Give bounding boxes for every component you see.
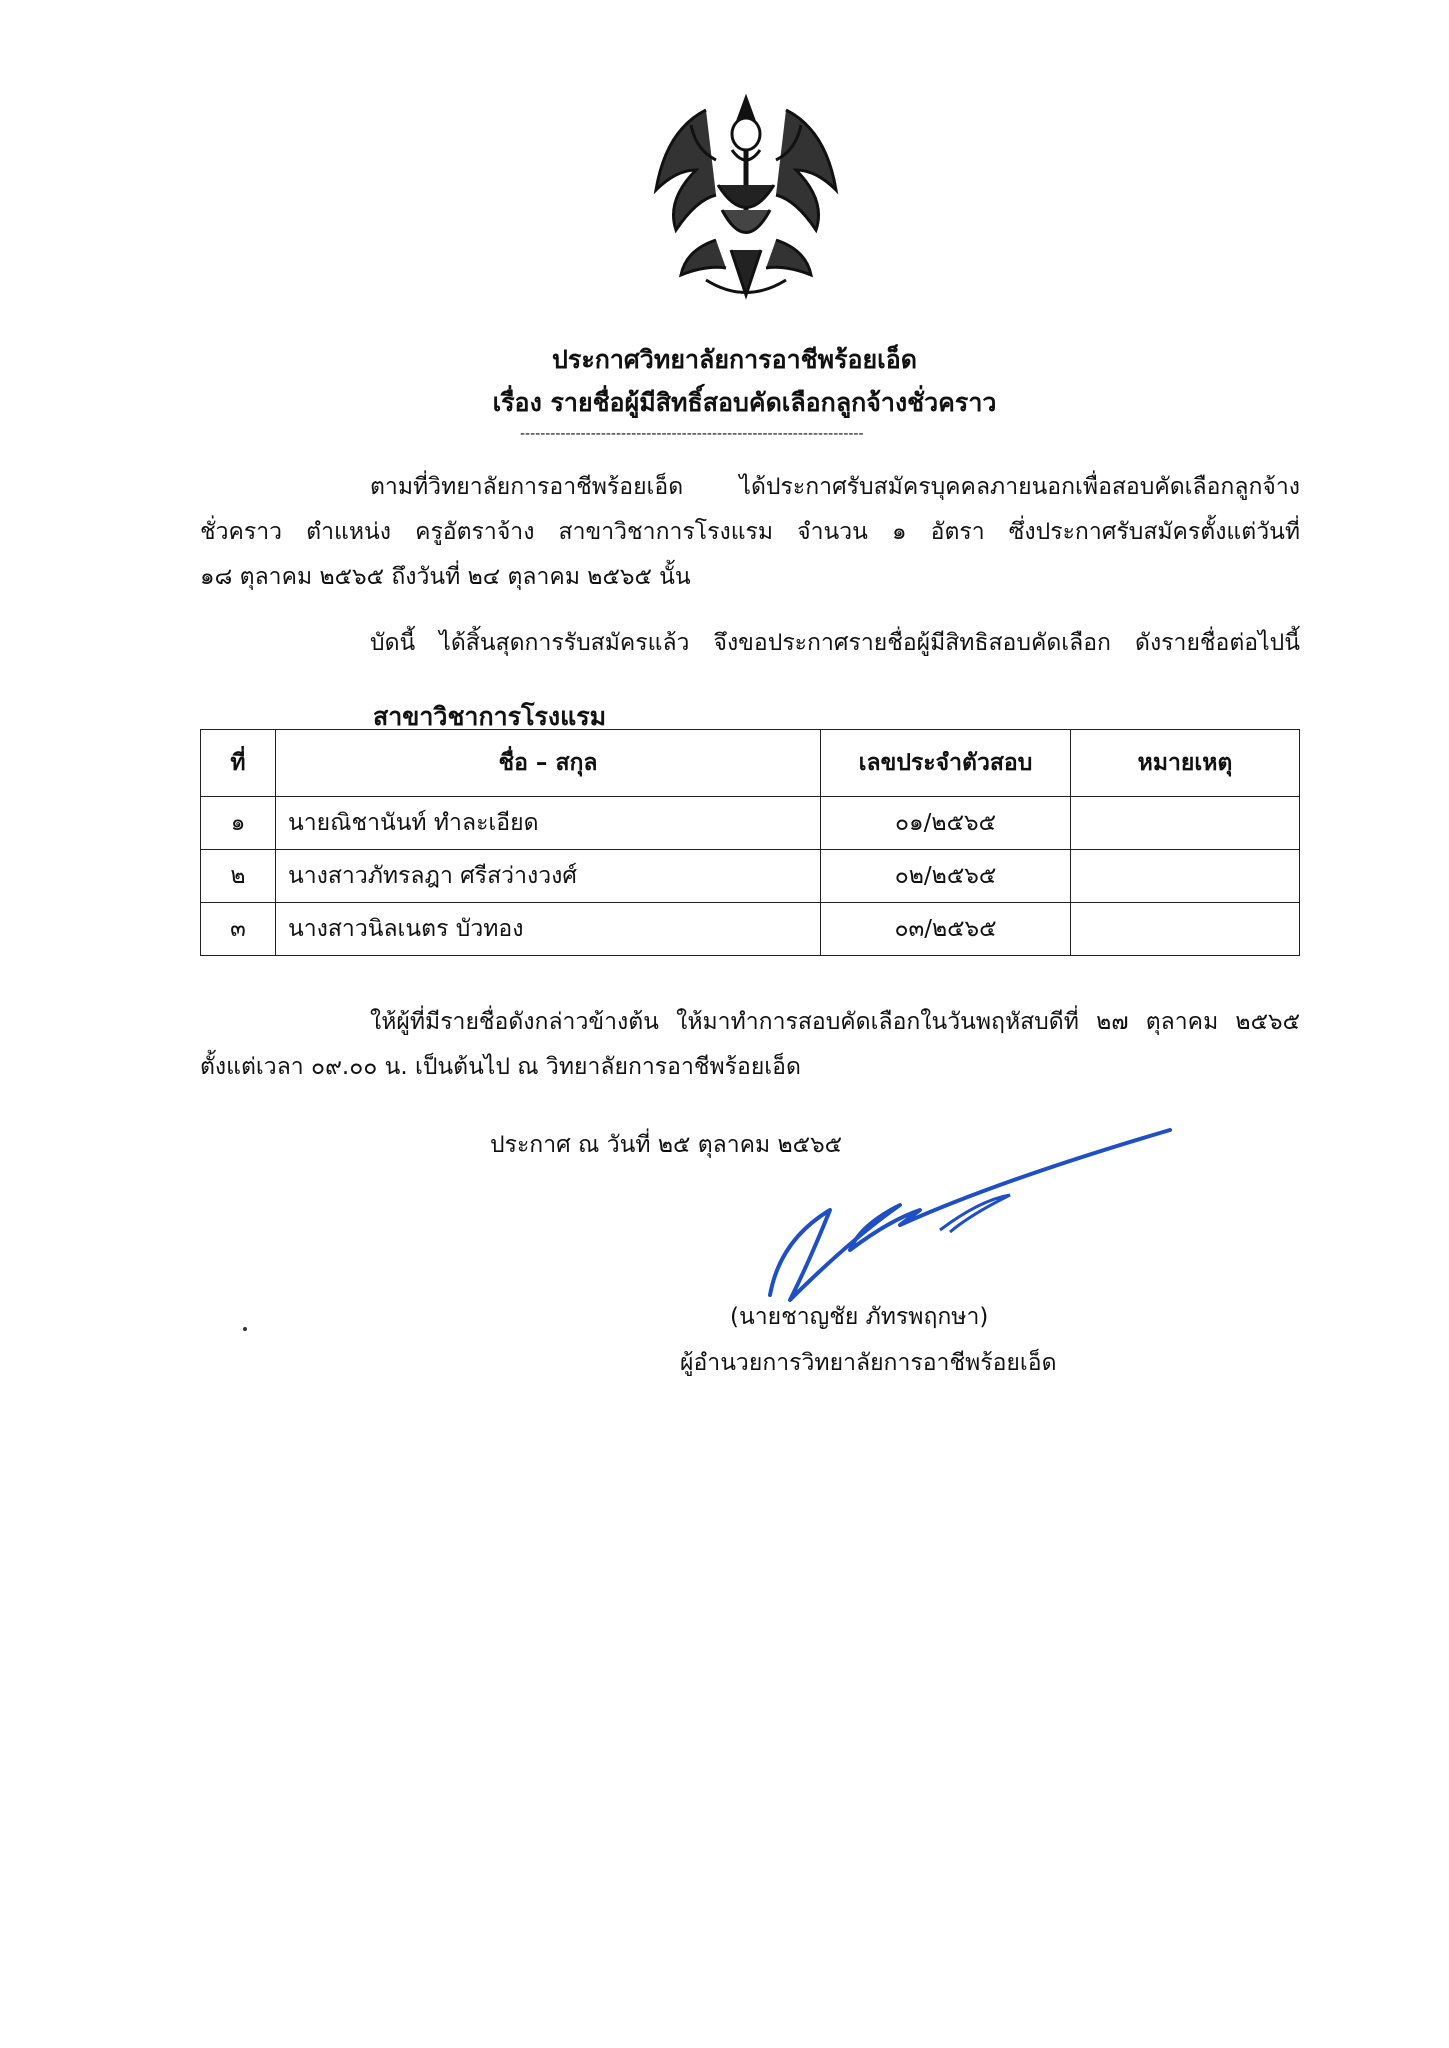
col-examid-header: เลขประจำตัวสอบ	[821, 730, 1071, 797]
page-title: ประกาศวิทยาลัยการอาชีพร้อยเอ็ด	[552, 345, 917, 374]
paragraph-1-line-3: ๑๘ ตุลาคม ๒๕๖๕ ถึงวันที่ ๒๔ ตุลาคม ๒๕๖๕ นั้น	[200, 564, 691, 590]
row-name: นางสาวนิลเนตร บัวทอง	[276, 903, 821, 956]
col-no-header: ที่	[201, 730, 276, 797]
row-name: นางสาวภัทรลฎา ศรีสว่างวงศ์	[276, 850, 821, 903]
signature-mark	[750, 1120, 1180, 1310]
section-title: สาขาวิชาการโรงแรม	[373, 702, 607, 731]
table-header-row	[201, 730, 1300, 797]
paragraph-1-line-1: ตามที่วิทยาลัยการอาชีพร้อยเอ็ด ได้ประกาศรับสมัครบุคคลภายนอกเพื่อสอบคัดเลือกลูกจ้าง	[370, 474, 1300, 500]
col-note-header: หมายเหตุ	[1071, 730, 1300, 797]
paragraph-3-line-2: ตั้งแต่เวลา ๐๙.๐๐ น. เป็นต้นไป ณ วิทยาลัยการอาชีพร้อยเอ็ด	[200, 1054, 801, 1080]
row-no: ๒	[201, 850, 276, 903]
col-name-header: ชื่อ – สกุล	[276, 730, 821, 797]
subject-line: เรื่อง รายชื่อผู้มีสิทธิ์สอบคัดเลือกลูกจ้างชั่วคราว	[492, 388, 997, 417]
row-note	[1071, 797, 1300, 850]
signer-name: (นายชาญชัย ภัทรพฤกษา)	[730, 1304, 989, 1330]
row-exam-id: ๐๒/๒๕๖๕	[821, 850, 1071, 903]
paragraph-1-line-2: ชั่วคราว ตำแหน่ง ครูอัตราจ้าง สาขาวิชาการโรงแรม จำนวน ๑ อัตรา ซึ่งประกาศรับสมัครตั้งแต่วันที่	[200, 519, 1300, 545]
row-exam-id: ๐๑/๒๕๖๕	[821, 797, 1071, 850]
scan-speck	[243, 1327, 247, 1331]
table-row	[201, 797, 1300, 850]
row-no: ๓	[201, 903, 276, 956]
announcement-date: ประกาศ ณ วันที่ ๒๕ ตุลาคม ๒๕๖๕	[490, 1132, 843, 1158]
row-note	[1071, 903, 1300, 956]
candidate-table	[200, 729, 1300, 956]
paragraph-2: บัดนี้ ได้สิ้นสุดการรับสมัครแล้ว จึงขอประกาศรายชื่อผู้มีสิทธิสอบคัดเลือก ดังรายชื่อต่อไปนี้	[370, 630, 1300, 656]
paragraph-3-line-1: ให้ผู้ที่มีรายชื่อดังกล่าวข้างต้น ให้มาทำการสอบคัดเลือกในวันพฤหัสบดีที่ ๒๗ ตุลาคม ๒๕๖๕	[370, 1009, 1300, 1035]
garuda-emblem-icon	[646, 90, 846, 302]
table-row	[201, 850, 1300, 903]
signer-position: ผู้อำนวยการวิทยาลัยการอาชีพร้อยเอ็ด	[680, 1350, 1057, 1376]
table-row	[201, 903, 1300, 956]
row-exam-id: ๐๓/๒๕๖๕	[821, 903, 1071, 956]
row-note	[1071, 850, 1300, 903]
row-name: นายณิชานันท์ ทำละเอียด	[276, 797, 821, 850]
row-no: ๑	[201, 797, 276, 850]
title-separator: --------------------------------------------------------------------	[520, 426, 864, 442]
